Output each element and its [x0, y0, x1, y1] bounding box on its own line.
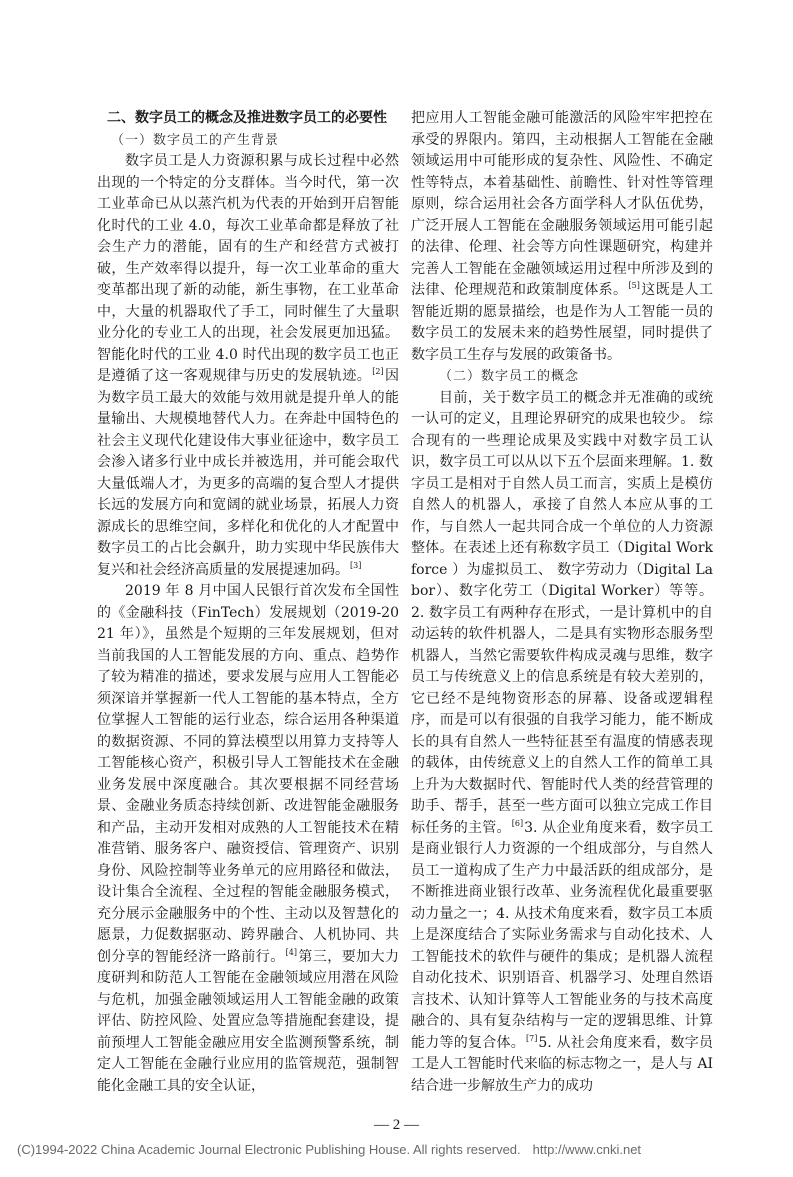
paragraph-background-2-cont — [411, 108, 713, 366]
copyright-text: (C)1994-2022 China Academic Journal Electronic Publishing House. All rights reserved. — [17, 1142, 521, 1157]
page-number: — 2 — — [374, 1117, 419, 1133]
page-spacer — [0, 1097, 793, 1111]
paragraph-text: 把应用人工智能金融可能激活的风险牢牢把控在承受的界限内。第四，主动根据人工智能在金融领域运用中可能形成的复杂性、风险性、不确定性等特点，本着基础性、前瞻性、针对性等管理原则，综合运用社会各方面学科人才队伍优势，广泛开展人工智能在金融服务领域运用可能引起的法律、伦理、社会等方向性课题研究，构建并完善人工智能在金融领域运用过程中所涉及到的法律、伦理规范和政策制度体系。 — [411, 110, 713, 298]
paragraph-background-1 — [97, 151, 399, 581]
paragraph-text: 3. 从企业角度来看，数字员工是商业银行人力资源的一个组成部分，与自然人员工一道构成了生产力中最活跃的组成部分，是不断推进商业银行改革、业务流程优化最重要驱动力量之一；4. 从技术角度来看，数字员工本质上是深度结合了实际业务需求与自动化技术、人工智能技术的软件与硬件的集成；是机器人流程自动化技术、识别语音、机器学习、处理自然语言技术、认知计算等人工智能业务的与技术高度融合的、具有复杂结构与一定的逻辑思维、计算能力等的复合体。 — [411, 819, 714, 1051]
citation-ref-3[interactable]: [3] — [350, 560, 362, 570]
copyright-footer — [0, 1141, 793, 1159]
citation-ref-7[interactable]: [7] — [526, 1033, 538, 1043]
section-heading: 二、数字员工的概念及推进数字员工的必要性 — [107, 110, 387, 126]
paragraph-text: 第三，要加大力度研判和防范人工智能在金融领域应用潜在风险与危机，加强金融领域运用人工智能金融的政策评估、防控风险、处置应急等措施配套建设，提前预埋人工智能金融应用安全监测预警系统，制定人工智能在金融行业应用的监管规范，强制智能化金融工具的安全认证， — [97, 948, 400, 1094]
two-column-body — [0, 108, 793, 1097]
paragraph-text: 目前，关于数字员工的概念并无准确的或统一认可的定义，且理论界研究的成果也较少。 综合现有的一些理论成果及实践中对数字员工认识，数字员工可以从以下五个层面来理解。1. 数字员工是相对于自然人员工而言，实质上是模仿自然人的机器人，承接了自然人本应从事的工作，与自然人一起共同合成一个单位的人力资源整体。在表述上还有称数字员工（Digital Workforce ）为虚拟员工、 数字劳动力（Digital Labor）、数字化劳工（Digital Worker）等等。2. 数字员工有两种存在形式，一是计算机中的自动运转的软件机器人，二是具有实物形态服务型机器人，当然它需要软件构成灵魂与思维，数字员工与传统意义上的信息系统是有较大差别的，它已经不是纯物资形态的屏幕、设备或逻辑程序，而是可以有很强的自我学习能力，能不断成长的具有自然人一些特征甚至有温度的情感表现的载体，由传统意义上的自然人工作的简单工具上升为大数据时代、智能时代人类的经营管理的助手、帮手，甚至一些方面可以独立完成工作目标任务的主管。 — [411, 389, 713, 836]
left-column — [97, 108, 399, 1097]
paragraph-concept — [411, 388, 713, 1098]
paragraph-text: 数字员工是人力资源积累与成长过程中必然出现的一个特定的分支群体。当今时代，第一次工业革命已从以蒸汽机为代表的开始到开启智能化时代的工业 4.0，每次工业革命都是释放了社会生产力的潜能，固有的生产和经营方式被打破，生产效率得以提升，每一次工业革命的重大变革都出现了新的动能，新生事物，在工业革命中，大量的机器取代了手工，同时催生了大量职业分化的专业工人的出现，社会发展更加迅猛。智能化时代的工业 4.0 时代出现的数字员工也正是遵循了这一客观规律与历史的发展轨迹。 — [97, 153, 399, 384]
paragraph-text: 因为数字员工最大的效能与效用就是提升单人的能量输出、大规模地替代人力。在奔赴中国特色的社会主义现代化建设伟大事业征途中，数字员工会渗入诸多行业中成长并被选用，并可能会取代大量低端人才，为更多的高端的复合型人才提供长远的发展方向和宽阔的就业场景，拓展人力资源成长的思维空间，多样化和优化的人才配置中数字员工的占比会飙升，助力实现中华民族伟大复兴和社会经济高质量的发展提速加码。 — [97, 368, 400, 578]
subsection-heading-1: （一）数字员工的产生背景 — [111, 132, 280, 148]
paragraph-text: 这既是人工智能近期的愿景描绘，也是作为人工智能一员的数字员工的发展未来的趋势性展望，同时提供了数字员工生存与发展的政策备书。 — [411, 282, 714, 363]
citation-ref-4[interactable]: [4] — [285, 947, 297, 957]
citation-ref-2[interactable]: [2] — [372, 367, 384, 377]
paragraph-text: 5. 从社会角度来看，数字员工是人工智能时代来临的标志物之一，是人与 AI 结合进一步解放生产力的成功 — [411, 1034, 714, 1094]
right-column — [411, 108, 713, 1097]
citation-ref-5[interactable]: [5] — [628, 281, 640, 291]
paragraph-text: 2019 年 8 月中国人民银行首次发布全国性的《金融科技（FinTech）发展规划（2019-2021 年）》，虽然是个短期的三年发展规划，但对当前我国的人工智能发展的方向、重点、趋势作了较为精准的描述，要求发展与应用人工智能必须深谙并掌握新一代人工智能的基本特点，全方位掌握人工智能的运行业态，综合运用各种渠道的数据资源、不同的算法模型以用算力支持等人工智能核心资产，积极引导人工智能技术在金融业务发展中深度融合。其次要根据不同经营场景、金融业务质态持续创新、改进智能金融服务和产品，主动开发相对成熟的人工智能技术在精准营销、服务客户、融资授信、管理资产、识别身份、风险控制等业务单元的应用路径和做法，设计集合全流程、全过程的智能金融服务模式，充分展示金融服务中的个性、主动以及智慧化的愿景，力促数据驱动、跨界融合、人机协同、共创分享的智能经济一路前行。 — [97, 583, 399, 965]
cnki-link[interactable]: http://www.cnki.net — [532, 1142, 642, 1157]
paragraph-background-2 — [97, 581, 399, 1097]
citation-ref-6[interactable]: [6] — [511, 818, 524, 828]
subsection-heading-2: （二）数字员工的概念 — [439, 369, 580, 384]
